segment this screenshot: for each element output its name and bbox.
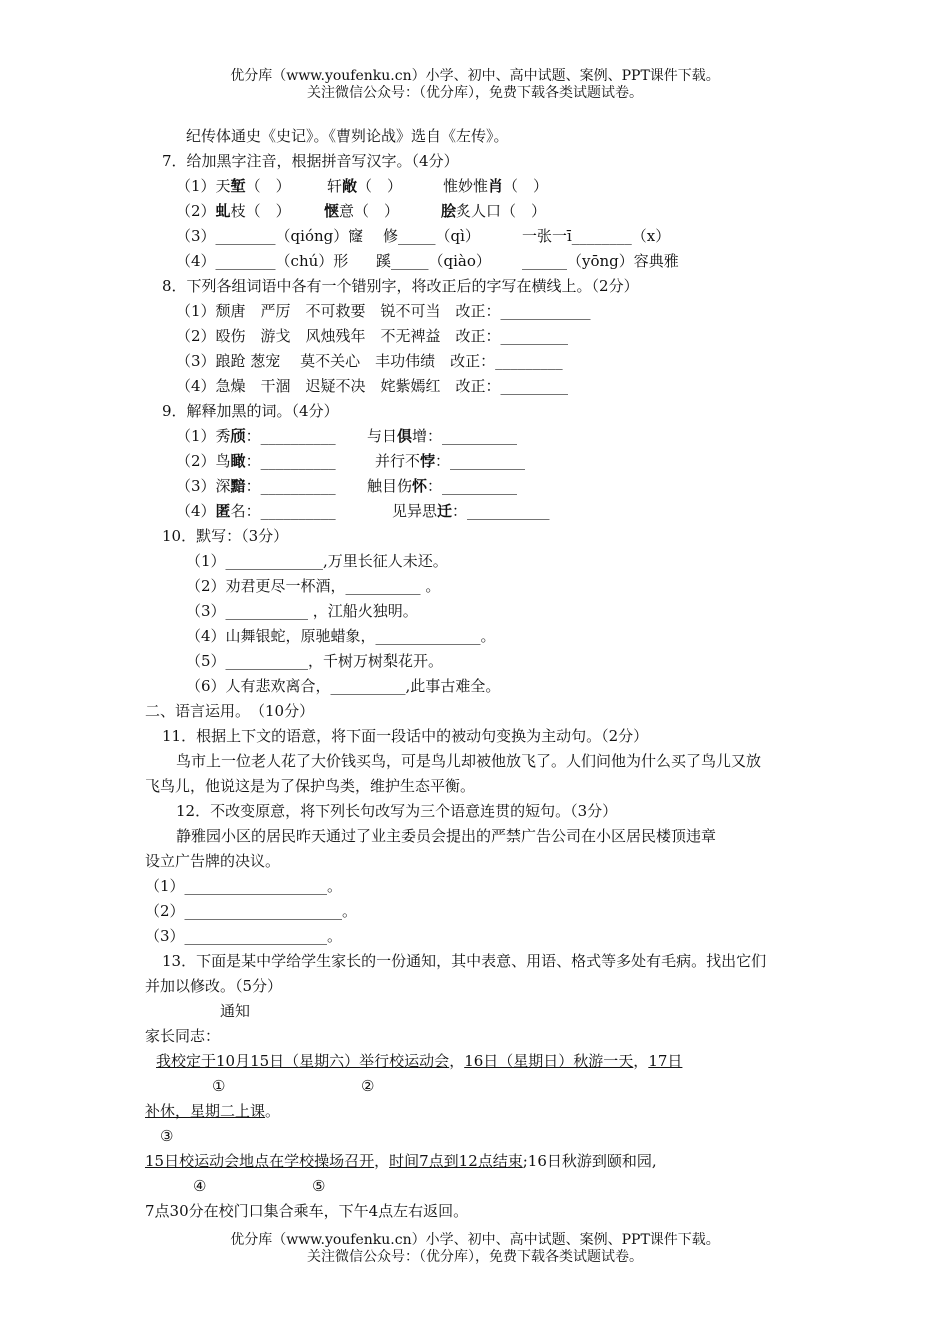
marker-4: ④ bbox=[193, 1177, 207, 1195]
q12-paragraph-line-2: 设立广告牌的决议。 bbox=[145, 852, 281, 870]
q7-row-1 bbox=[176, 176, 291, 196]
q9-r2-a-pre: （2）鸟 bbox=[176, 452, 231, 470]
page-header bbox=[0, 68, 950, 102]
q9-row-3-b bbox=[367, 476, 517, 496]
q7-row-4-b: 蹊_____（qiào） bbox=[376, 252, 491, 270]
notice-salutation: 家长同志： bbox=[145, 1027, 221, 1045]
q7-r2-b-bold: 惬 bbox=[324, 202, 340, 220]
q7-row-3-b: 修_____（qì） bbox=[383, 227, 480, 245]
q7-r2-a-post: 枝（ ） bbox=[230, 202, 291, 220]
q8-row-1: （1）颓唐 严厉 不可救要 锐不可当 改正：____________ bbox=[176, 302, 591, 320]
notice-segment-3b: 补休，星期二上课 bbox=[145, 1102, 266, 1120]
q12-paragraph-line-1: 静雅园小区的居民昨天通过了业主委员会提出的严禁广告公司在小区居民楼顶违章 bbox=[176, 827, 717, 845]
q9-r4-b-bold: 迁 bbox=[437, 502, 453, 520]
q7-r1-a-bold: 堑 bbox=[230, 177, 246, 195]
q9-r2-a-post: ：__________ bbox=[245, 452, 336, 470]
section-2-heading: 二、语言运用。 （10分） bbox=[145, 702, 315, 720]
q9-r1-b-post: 增：__________ bbox=[412, 427, 518, 445]
notice-segment-2: 16日（星期日）秋游一天 bbox=[464, 1052, 634, 1070]
q9-r3-a-pre: （3）深 bbox=[176, 477, 231, 495]
q9-r1-b-pre: 与日 bbox=[367, 427, 398, 445]
q9-r4-a-pre: （4） bbox=[176, 502, 216, 520]
q9-r3-a-bold: 黯 bbox=[230, 477, 246, 495]
q7-r1-b-bold: 敞 bbox=[342, 177, 358, 195]
q7-row-1-c bbox=[443, 176, 548, 196]
header-line-1: 优分库（www.youfenku.cn）小学、初中、高中试题、案例、PPT课件下载。 bbox=[230, 68, 720, 84]
q10-row-4: （4）山舞银蛇，原驰蜡象，______________。 bbox=[186, 627, 496, 645]
q9-r3-a-post: ：__________ bbox=[245, 477, 336, 495]
q7-row-2-c bbox=[441, 201, 546, 221]
q7-row-1-b bbox=[327, 176, 402, 196]
q7-r1-b-post: （ ） bbox=[357, 177, 403, 195]
notice-segment-5: 时间7点到12点结束 bbox=[389, 1152, 523, 1170]
q7-r2-a-bold: 虬 bbox=[215, 202, 231, 220]
q10-row-6: （6）人有悲欢离合，__________,此事古难全。 bbox=[186, 677, 501, 695]
notice-title: 通知 bbox=[220, 1002, 251, 1020]
notice-segment-1: 我校定于10月15日（星期六）举行校运动会 bbox=[156, 1052, 450, 1070]
q11-paragraph-line-1: 鸟市上一位老人花了大价钱买鸟，可是鸟儿却被他放飞了。人们问他为什么买了鸟儿又放 bbox=[176, 752, 762, 770]
q7-r2-b-post: 意（ ） bbox=[339, 202, 400, 220]
q8-title: 8．下列各组词语中各有一个错别字，将改正后的字写在横线上。（2分） bbox=[162, 277, 639, 295]
q7-row-2 bbox=[176, 201, 291, 221]
intro-line: 纪传体通史《史记》。《曹刿论战》选自《左传》。 bbox=[186, 127, 509, 145]
q7-r1-b-pre: 轩 bbox=[327, 177, 343, 195]
notice-comma-3: ， bbox=[374, 1152, 390, 1170]
page-footer bbox=[0, 1232, 950, 1266]
marker-1: ① bbox=[212, 1077, 226, 1095]
q12-answer-2: （2）_____________________。 bbox=[145, 902, 358, 920]
q9-r2-a-bold: 瞰 bbox=[230, 452, 246, 470]
q9-row-4-b bbox=[392, 501, 550, 521]
q9-row-2-b bbox=[375, 451, 525, 471]
q7-r2-c-bold: 脍 bbox=[441, 202, 457, 220]
q9-r4-a-post: 名：__________ bbox=[230, 502, 336, 520]
notice-line-1 bbox=[156, 1051, 682, 1071]
q7-row-4-a: （4）________（chú）形 bbox=[176, 252, 349, 270]
q9-r2-b-pre: 并行不 bbox=[375, 452, 421, 470]
q7-r1-a-post: （ ） bbox=[245, 177, 291, 195]
notice-period-1: 。 bbox=[265, 1102, 281, 1120]
q9-r4-b-post: ：___________ bbox=[452, 502, 550, 520]
q9-row-2-a bbox=[176, 451, 336, 471]
q13-title-line-2: 并加以修改。（5分） bbox=[145, 977, 283, 995]
q10-row-1: （1）_____________,万里长征人未还。 bbox=[186, 552, 448, 570]
q9-title: 9．解释加黑的词。（4分） bbox=[162, 402, 339, 420]
footer-line-2: 关注微信公众号：（优分库），免费下载各类试题试卷。 bbox=[307, 1249, 643, 1265]
q7-row-3-a: （3）________（qióng）窿 bbox=[176, 227, 364, 245]
q9-row-1-b bbox=[367, 426, 517, 446]
q13-title: 13．下面是某中学给学生家长的一份通知，其中表意、用语、格式等多处有毛病。找出它们 bbox=[162, 952, 767, 970]
marker-2: ② bbox=[361, 1077, 375, 1095]
notice-segment-3a: 17日 bbox=[648, 1052, 683, 1070]
q9-r3-b-bold: 怀 bbox=[412, 477, 428, 495]
header-line-2: 关注微信公众号：（优分库），免费下载各类试题试卷。 bbox=[307, 85, 643, 101]
q7-row-2-b bbox=[324, 201, 399, 221]
q9-r1-a-bold: 颀 bbox=[230, 427, 246, 445]
q7-r1-c-post: （ ） bbox=[503, 177, 549, 195]
q7-r1-c-bold: 肖 bbox=[488, 177, 504, 195]
q10-row-2: （2）劝君更尽一杯酒，__________ 。 bbox=[186, 577, 441, 595]
notice-segment-4: 15日校运动会地点在学校操场召开 bbox=[145, 1152, 375, 1170]
marker-5: ⑤ bbox=[312, 1177, 326, 1195]
notice-line-3 bbox=[145, 1151, 657, 1171]
notice-line-4: 7点30分在校门口集合乘车，下午4点左右返回。 bbox=[145, 1202, 469, 1220]
q10-row-3: （3）___________ ，江船火独明。 bbox=[186, 602, 418, 620]
q9-r2-b-bold: 悖 bbox=[420, 452, 436, 470]
q7-r2-c-post: 炙人口（ ） bbox=[456, 202, 547, 220]
q8-row-4: （4）急燥 干涸 迟疑不决 姹紫嫣红 改正：_________ bbox=[176, 377, 569, 395]
notice-comma-2: ， bbox=[633, 1052, 649, 1070]
q7-title: 7．给加黑字注音，根据拼音写汉字。（4分） bbox=[162, 152, 459, 170]
q11-title: 11．根据上下文的语意，将下面一段话中的被动句变换为主动句。（2分） bbox=[162, 727, 649, 745]
q8-row-3: （3）踉跄 葱宠 莫不关心 丰功伟绩 改正：_________ bbox=[176, 352, 563, 370]
q8-row-2: （2）殴伤 游戈 风烛残年 不无裨益 改正：_________ bbox=[176, 327, 569, 345]
footer-line-1: 优分库（www.youfenku.cn）小学、初中、高中试题、案例、PPT课件下载。 bbox=[230, 1232, 720, 1248]
marker-3: ③ bbox=[160, 1127, 174, 1145]
q9-r4-a-bold: 匿 bbox=[215, 502, 231, 520]
q12-title: 12．不改变原意，将下列长句改写为三个语意连贯的短句。（3分） bbox=[176, 802, 618, 820]
q7-r2-a-pre: （2） bbox=[176, 202, 216, 220]
q7-r1-a-pre: （1）天 bbox=[176, 177, 231, 195]
q10-row-5: （5）___________，千树万树梨花开。 bbox=[186, 652, 444, 670]
q9-r1-a-pre: （1）秀 bbox=[176, 427, 231, 445]
notice-rest: ;16日秋游到颐和园, bbox=[522, 1152, 657, 1170]
q7-r1-c-pre: 惟妙惟 bbox=[443, 177, 489, 195]
q9-r3-b-post: ：__________ bbox=[427, 477, 518, 495]
q9-r3-b-pre: 触目伤 bbox=[367, 477, 413, 495]
q9-r4-b-pre: 见异思 bbox=[392, 502, 438, 520]
q9-row-1-a bbox=[176, 426, 336, 446]
q7-row-3-c: 一张一ī________（x） bbox=[522, 227, 671, 245]
q9-row-3-a bbox=[176, 476, 336, 496]
q10-title: 10．默写：（3分） bbox=[162, 527, 289, 545]
notice-line-2 bbox=[145, 1101, 280, 1121]
q11-paragraph-line-2: 飞鸟儿，他说这是为了保护鸟类，维护生态平衡。 bbox=[145, 777, 476, 795]
q9-r2-b-post: ：__________ bbox=[435, 452, 526, 470]
q12-answer-3: （3）___________________。 bbox=[145, 927, 343, 945]
q9-r1-a-post: ：__________ bbox=[245, 427, 336, 445]
notice-comma-1: ， bbox=[449, 1052, 465, 1070]
q12-answer-1: （1）___________________。 bbox=[145, 877, 343, 895]
q7-row-4-c: ______（yōng）容典雅 bbox=[522, 252, 679, 270]
q9-row-4-a bbox=[176, 501, 336, 521]
q9-r1-b-bold: 俱 bbox=[397, 427, 413, 445]
